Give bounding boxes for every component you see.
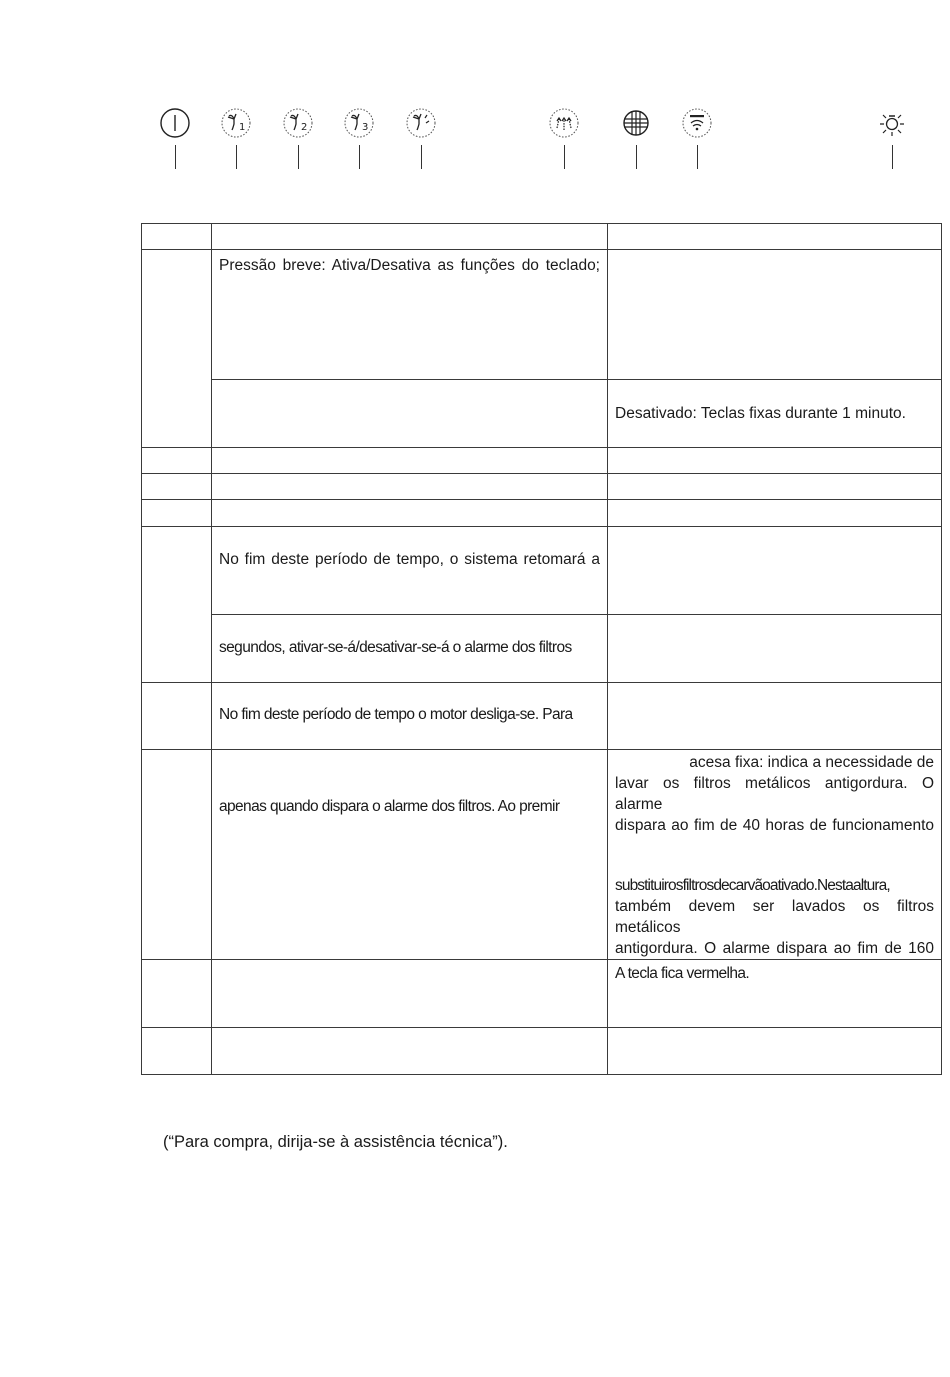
table-cell bbox=[142, 474, 212, 500]
cell-text-line: substituirosfiltrosdecarvãoativado.Nestaaltura, bbox=[615, 877, 890, 894]
cell-spacer bbox=[615, 836, 934, 875]
table-cell bbox=[212, 500, 608, 527]
callout-line bbox=[421, 145, 422, 169]
wifi-hood-icon bbox=[681, 106, 713, 140]
speed-digit: 1 bbox=[239, 122, 246, 133]
table-cell bbox=[142, 500, 212, 527]
table-row bbox=[142, 960, 942, 1028]
light-icon bbox=[876, 106, 908, 140]
table-row bbox=[142, 527, 942, 615]
table-row bbox=[142, 500, 942, 527]
table-row bbox=[142, 448, 942, 474]
table-cell bbox=[212, 250, 608, 380]
table-cell bbox=[212, 750, 608, 960]
table-cell bbox=[142, 448, 212, 474]
callout-line bbox=[636, 145, 637, 169]
air-purify-icon bbox=[548, 106, 580, 140]
table-row bbox=[142, 683, 942, 750]
functions-table bbox=[141, 223, 942, 1075]
cell-text: A tecla fica vermelha. bbox=[615, 965, 750, 982]
grease-filter-icon bbox=[620, 106, 652, 140]
cell-text: No fim deste período de tempo, o sistema retomará a bbox=[219, 551, 600, 568]
table-cell bbox=[212, 224, 608, 250]
cell-text: Pressão breve: Ativa/Desativa as funções do teclado; bbox=[219, 257, 600, 274]
cell-text: segundos, ativar-se-á/desativar-se-á o alarme dos filtros bbox=[219, 639, 572, 656]
table-row bbox=[142, 474, 942, 500]
fan-speed-2-icon bbox=[282, 106, 314, 140]
cell-text: No fim deste período de tempo o motor desliga-se. Para bbox=[219, 706, 573, 723]
callout-line bbox=[892, 145, 893, 169]
table-cell bbox=[142, 683, 212, 750]
table-cell bbox=[212, 448, 608, 474]
callout-line bbox=[697, 145, 698, 169]
table-row bbox=[142, 380, 942, 448]
cell-text-line: lavar os filtros metálicos antigordura. O alarme bbox=[615, 775, 934, 813]
table-cell bbox=[212, 474, 608, 500]
table-cell bbox=[608, 500, 942, 527]
table-cell bbox=[142, 1028, 212, 1075]
cell-text-line: dispara ao fim de 40 horas de funcionamento bbox=[615, 817, 934, 834]
table-cell bbox=[212, 683, 608, 750]
table-cell bbox=[212, 380, 608, 448]
table-header-row bbox=[142, 224, 942, 250]
callout-line bbox=[298, 145, 299, 169]
power-icon bbox=[159, 106, 191, 140]
table-cell bbox=[142, 250, 212, 448]
cell-text-line: também devem ser lavados os filtros metálicos bbox=[615, 898, 934, 936]
control-panel-icons bbox=[0, 0, 950, 180]
table-cell bbox=[212, 1028, 608, 1075]
table-cell bbox=[608, 250, 942, 380]
table-cell bbox=[212, 527, 608, 615]
table-cell bbox=[608, 615, 942, 683]
table-row bbox=[142, 615, 942, 683]
table-cell bbox=[142, 960, 212, 1028]
footer-note: (“Para compra, dirija-se à assistência técnica”). bbox=[163, 1133, 508, 1151]
callout-line bbox=[564, 145, 565, 169]
table-cell bbox=[608, 527, 942, 615]
fan-speed-3-icon bbox=[343, 106, 375, 140]
fan-speed-1-icon bbox=[220, 106, 252, 140]
callout-line bbox=[359, 145, 360, 169]
table-cell bbox=[608, 683, 942, 750]
table-row bbox=[142, 250, 942, 380]
table-row bbox=[142, 1028, 942, 1075]
cell-text: apenas quando dispara o alarme dos filtros. Ao premir bbox=[219, 798, 560, 815]
fan-intensive-icon bbox=[405, 106, 437, 140]
table-cell bbox=[142, 527, 212, 683]
table-cell bbox=[212, 960, 608, 1028]
cell-text-line: acesa fixa: indica a necessidade de bbox=[689, 754, 934, 771]
callout-line bbox=[236, 145, 237, 169]
table-row bbox=[142, 750, 942, 960]
table-cell bbox=[608, 474, 942, 500]
table-cell bbox=[608, 1028, 942, 1075]
table-cell bbox=[608, 448, 942, 474]
cell-text-line: antigordura. O alarme dispara ao fim de 160 bbox=[615, 940, 934, 957]
table-cell bbox=[608, 380, 942, 448]
callout-line bbox=[175, 145, 176, 169]
speed-digit: 3 bbox=[362, 122, 369, 133]
table-cell bbox=[608, 750, 942, 960]
cell-text: Desativado: Teclas fixas durante 1 minuto. bbox=[615, 405, 906, 422]
table-cell bbox=[608, 224, 942, 250]
speed-digit: 2 bbox=[301, 122, 308, 133]
table-cell bbox=[212, 615, 608, 683]
table-cell bbox=[142, 224, 212, 250]
table-cell bbox=[142, 750, 212, 960]
table-cell bbox=[608, 960, 942, 1028]
